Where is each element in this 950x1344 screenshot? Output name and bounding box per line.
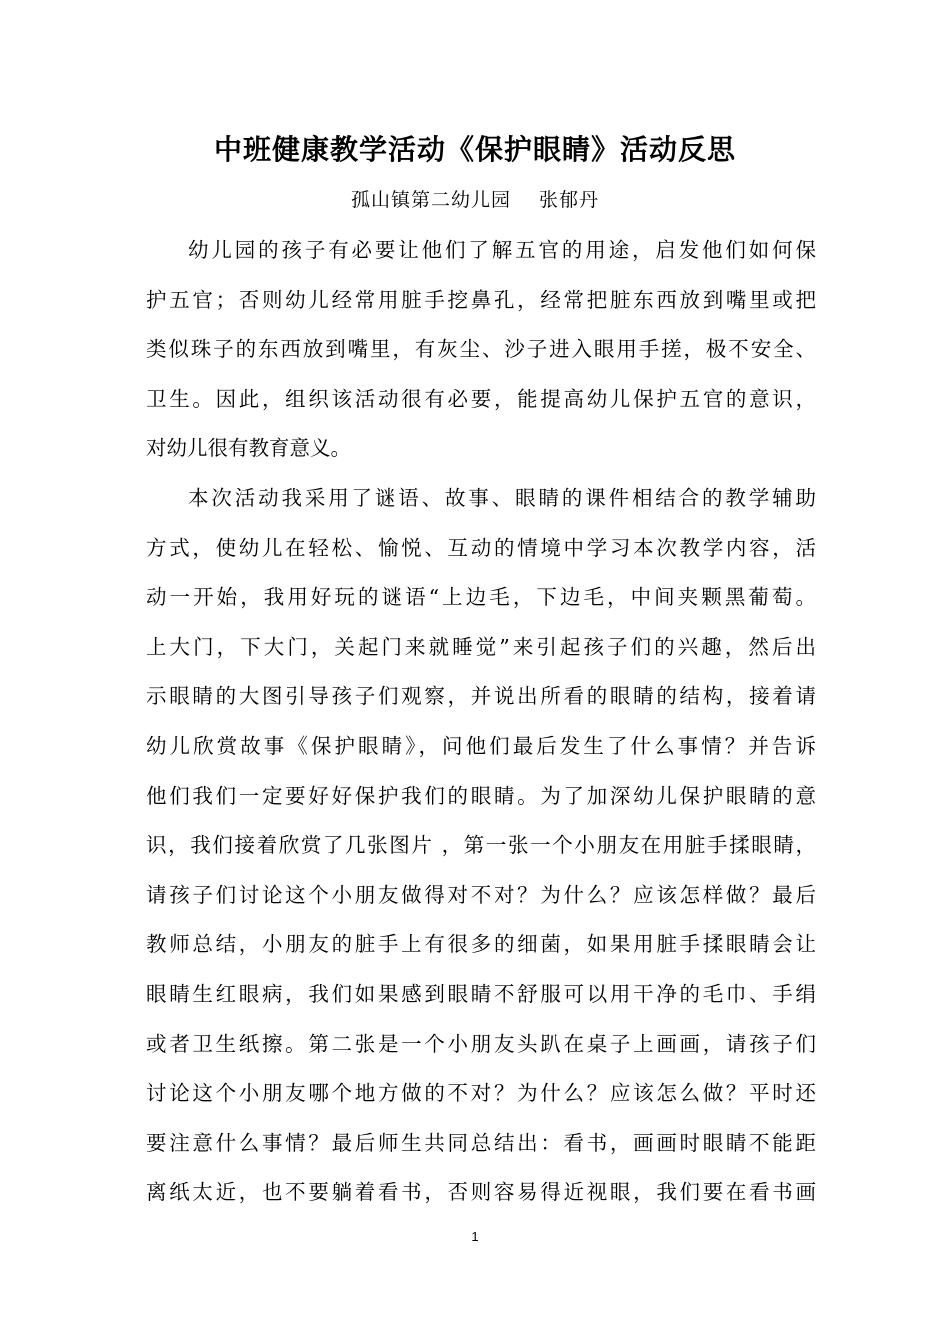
paragraph-line: 动一开始，我用好玩的谜语“上边毛，下边毛，中间夹颗黑葡萄。: [146, 585, 816, 610]
paragraph-line: 本次活动我采用了谜语、故事、眼睛的课件相结合的教学辅助: [188, 485, 816, 510]
paragraph-line: 卫生。因此，组织该活动很有必要，能提高幼儿保护五官的意识，: [146, 386, 816, 411]
paragraph-line: 护五官；否则幼儿经常用脏手挖鼻孔，经常把脏东西放到嘴里或把: [146, 287, 816, 312]
paragraph-line: 眼睛生红眼病，我们如果感到眼睛不舒服可以用干净的毛巾、手绢: [146, 981, 816, 1006]
paragraph-line: 或者卫生纸擦。第二张是一个小朋友头趴在桌子上画画，请孩子们: [146, 1031, 816, 1056]
paragraph-line: 方式，使幼儿在轻松、愉悦、互动的情境中学习本次教学内容，活: [146, 535, 816, 560]
document-body: [146, 226, 816, 1218]
paragraph-line: 他们我们一定要好好保护我们的眼睛。为了加深幼儿保护眼睛的意: [146, 783, 816, 808]
document-title: 中班健康教学活动《保护眼睛》活动反思: [213, 133, 736, 166]
paragraph-line: 类似珠子的东西放到嘴里，有灰尘、沙子进入眼用手搓，极不安全、: [146, 337, 816, 362]
paragraph-line: 离纸太近，也不要躺着看书，否则容易得近视眼，我们要在看书画: [146, 1180, 816, 1205]
paragraph-line: 要注意什么事情？最后师生共同总结出：看书，画画时眼睛不能距: [146, 1130, 816, 1155]
author-line: [0, 184, 950, 216]
paragraph-line: 讨论这个小朋友哪个地方做的不对？为什么？应该怎么做？平时还: [146, 1081, 816, 1106]
paragraph-line: 幼儿欣赏故事《保护眼睛》，问他们最后发生了什么事情？并告诉: [146, 733, 816, 758]
paragraph-line: 幼儿园的孩子有必要让他们了解五官的用途，启发他们如何保: [188, 238, 816, 262]
paragraph-line: 示眼睛的大图引导孩子们观察，并说出所看的眼睛的结构，接着请: [146, 684, 816, 709]
page-number: 1: [471, 1229, 479, 1244]
paragraph-line: 上大门，下大门，关起门来就睡觉”来引起孩子们的兴趣，然后出: [146, 634, 816, 659]
paragraph-line: 教师总结，小朋友的脏手上有很多的细菌，如果用脏手揉眼睛会让: [146, 932, 816, 957]
author-name: 张郁丹: [539, 189, 600, 211]
paragraph-line: 识，我们接着欣赏了几张图片 ，第一张一个小朋友在用脏手揉眼睛，: [146, 833, 816, 858]
author-school: 孤山镇第二幼儿园: [350, 189, 511, 211]
paragraph-2: [146, 474, 816, 1218]
paragraph-1: [146, 226, 816, 474]
paragraph-line: 对幼儿很有教育意义。: [146, 436, 351, 461]
paragraph-line: 请孩子们讨论这个小朋友做得对不对？为什么？应该怎样做？最后: [146, 882, 816, 907]
